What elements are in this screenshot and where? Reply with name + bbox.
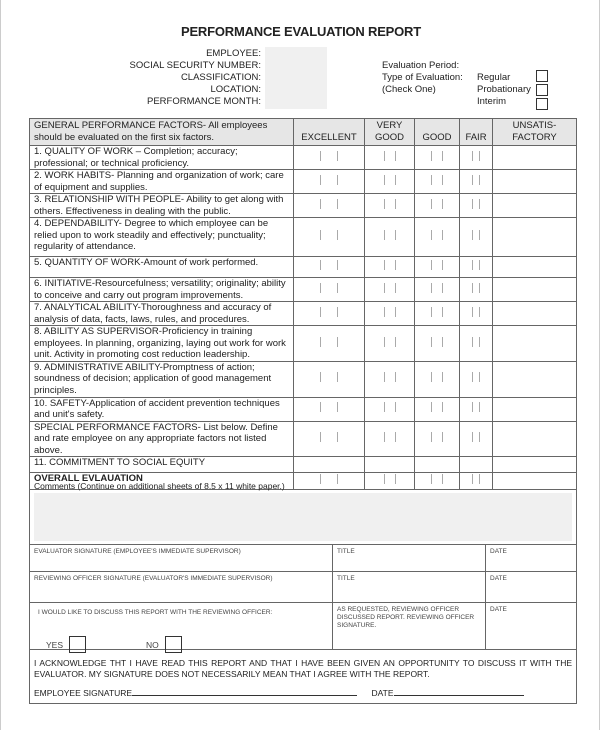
tick-mark [337,175,338,185]
tick-mark [395,402,396,412]
tick-mark [384,372,385,382]
table-row [30,421,577,457]
fair-cell[interactable] [460,146,493,170]
table-row [30,361,577,397]
tick-mark [384,307,385,317]
tick-mark [320,230,321,240]
tick-mark [320,151,321,161]
no-checkbox[interactable] [165,636,182,653]
tick-mark [431,372,432,382]
employee-date-line[interactable] [394,695,524,696]
very-good-cell[interactable] [365,397,415,421]
tick-mark [384,230,385,240]
fair-cell[interactable] [460,457,493,473]
good-cell[interactable] [415,278,460,302]
good-cell[interactable] [415,146,460,170]
very-good-cell[interactable] [365,146,415,170]
reviewing-date-field[interactable]: DATE [490,575,507,582]
tick-mark [472,260,473,270]
tick-mark [395,307,396,317]
regular-checkbox[interactable] [536,70,548,82]
tick-mark [442,199,443,209]
evaluator-signature-field[interactable]: EVALUATOR SIGNATURE (EMPLOYEE'S IMMEDIATE SUPERVISOR) [30,545,333,571]
excellent-cell[interactable] [294,146,365,170]
good-cell[interactable] [415,302,460,326]
fair-cell[interactable] [460,278,493,302]
tick-mark [320,199,321,209]
excellent-cell[interactable] [294,218,365,257]
unsatisfactory-cell[interactable] [493,421,577,457]
no-label: NO [146,639,159,650]
very-good-cell[interactable] [365,170,415,194]
fair-cell[interactable] [460,170,493,194]
good-cell[interactable] [415,218,460,257]
interim-checkbox[interactable] [536,98,548,110]
tick-mark [395,260,396,270]
acknowledgement-text: I ACKNOWLEDGE THT I HAVE READ THIS REPORT AND THAT I HAVE BEEN GIVEN AN OPPORTUNITY TO DISCUSS IT WITH THE EVALUATOR. MY SIGNATURE DOES NOT NECESSARILY MEAN THAT I AGREE WITH THE REPORT. [34,658,572,679]
probationary-checkbox[interactable] [536,84,548,96]
evaluator-date-field[interactable]: DATE [490,548,507,555]
unsatisfactory-cell[interactable] [493,302,577,326]
excellent-cell[interactable] [294,421,365,457]
evaluation-types [477,72,531,108]
fair-cell[interactable] [460,421,493,457]
tick-mark [395,230,396,240]
fair-cell[interactable] [460,302,493,326]
table-row [30,194,577,218]
very-good-cell[interactable] [365,218,415,257]
factor-label: 7. ANALYTICAL ABILITY-Thoroughness and accuracy of analysis of data, facts, laws, rules, and procedures. [30,302,294,326]
tick-mark [479,402,480,412]
excellent-cell[interactable] [294,457,365,473]
fair-cell[interactable] [460,257,493,278]
good-cell[interactable] [415,326,460,362]
excellent-cell[interactable] [294,278,365,302]
factor-header: GENERAL PERFORMANCE FACTORS- All employees should be evaluated on the first six factors. [30,119,294,146]
tick-mark [320,260,321,270]
regular-label: Regular [477,72,511,83]
very-good-cell[interactable] [365,421,415,457]
check-one-label: (Check One) [382,84,436,95]
comments-box [30,479,576,545]
tick-mark [442,175,443,185]
tick-mark [431,260,432,270]
factor-label: 8. ABILITY AS SUPERVISOR-Proficiency in training employees. In planning, organizing, laying out work for work unit. Activity in promoting cost reduction leadership. [30,326,294,362]
tick-mark [337,260,338,270]
tick-mark [395,337,396,347]
excellent-cell[interactable] [294,326,365,362]
tick-mark [479,283,480,293]
tick-mark [395,175,396,185]
yes-checkbox[interactable] [69,636,86,653]
tick-mark [337,337,338,347]
tick-mark [384,199,385,209]
factor-label: 3. RELATIONSHIP WITH PEOPLE- Ability to get along with others. Effectiveness in dealing with the public. [30,194,294,218]
comments-input[interactable] [34,493,572,541]
factor-label: OVERALL EVLAUATION [30,473,294,490]
yes-label: YES [46,639,64,650]
tick-mark [320,283,321,293]
very-good-header: VERY GOOD [365,119,415,146]
unsatisfactory-cell[interactable] [493,218,577,257]
fair-cell[interactable] [460,361,493,397]
performance-month-label: PERFORMANCE MONTH: [147,96,261,107]
tick-mark [384,432,385,442]
tick-mark [479,337,480,347]
very-good-cell[interactable] [365,278,415,302]
very-good-cell[interactable] [365,194,415,218]
tick-mark [472,432,473,442]
unsatisfactory-cell[interactable] [493,278,577,302]
tick-mark [431,230,432,240]
very-good-cell[interactable] [365,326,415,362]
reviewing-title-field[interactable]: TITLE [333,572,486,602]
tick-mark [337,283,338,293]
form-title: PERFORMANCE EVALUATION REPORT [180,24,421,39]
very-good-cell[interactable] [365,302,415,326]
table-row [30,457,577,473]
rating-table [29,118,577,490]
tick-mark [431,151,432,161]
fair-cell[interactable] [460,326,493,362]
good-cell[interactable] [415,194,460,218]
probationary-label: Probationary [477,84,531,95]
tick-mark [384,151,385,161]
tick-mark [479,175,480,185]
fair-header: FAIR [460,119,493,146]
table-row [30,257,577,278]
factor-label: 11. COMMITMENT TO SOCIAL EQUITY [30,457,294,473]
table-row [30,397,577,421]
tick-mark [395,283,396,293]
tick-mark [320,372,321,382]
employee-date-label: DATE [371,688,394,698]
tick-mark [337,230,338,240]
tick-mark [479,151,480,161]
tick-mark [472,337,473,347]
excellent-cell[interactable] [294,302,365,326]
table-row [30,170,577,194]
tick-mark [472,372,473,382]
discussion-date-field[interactable]: DATE [490,606,507,613]
tick-mark [472,199,473,209]
unsatisfactory-cell[interactable] [493,257,577,278]
employee-label: EMPLOYEE: [206,48,261,59]
location-label: LOCATION: [210,84,261,95]
factor-label: 9. ADMINISTRATIVE ABILITY-Promptness of action; soundness of decision; application of good management principles. [30,361,294,397]
excellent-cell[interactable] [294,257,365,278]
tick-mark [472,151,473,161]
tick-mark [442,230,443,240]
excellent-cell[interactable] [294,194,365,218]
tick-mark [320,175,321,185]
tick-mark [337,151,338,161]
excellent-header: EXCELLENT [294,119,365,146]
signature-section [29,479,577,704]
factor-label: 5. QUANTITY OF WORK-Amount of work performed. [30,257,294,278]
good-cell[interactable] [415,421,460,457]
tick-mark [442,337,443,347]
discuss-field [30,603,333,649]
tick-mark [395,199,396,209]
good-cell[interactable] [415,397,460,421]
factor-label: 10. SAFETY-Application of accident prevention techniques and unit's safety. [30,397,294,421]
tick-mark [442,372,443,382]
employee-signature-line[interactable] [132,695,357,696]
as-requested-field[interactable]: AS REQUESTED, REVIEWING OFFICER DISCUSSED REPORT. REVIEWING OFFICER SIGNATURE. [333,603,486,649]
tick-mark [472,283,473,293]
unsatisfactory-header: UNSATIS-FACTORY [493,119,577,146]
tick-mark [384,175,385,185]
good-cell[interactable] [415,170,460,194]
unsatisfactory-cell[interactable] [493,326,577,362]
comments-label: Comments (Continue on additional sheets of 8.5 x 11 white paper.) [34,481,285,491]
factor-label: SPECIAL PERFORMANCE FACTORS- List below. Define and rate employee on any appropriate factors not listed above. [30,421,294,457]
tick-mark [431,283,432,293]
factor-label: 6. INITIATIVE-Resourcefulness; versatility; originality; ability to conceive and carry out program improvements. [30,278,294,302]
tick-mark [384,337,385,347]
tick-mark [442,402,443,412]
reviewing-signature-field[interactable]: REVIEWING OFFICER SIGNATURE (EVALUATOR'S IMMEDIATE SUPERVISOR) [30,572,333,602]
good-cell[interactable] [415,257,460,278]
tick-mark [320,402,321,412]
tick-mark [431,432,432,442]
classification-label: CLASSIFICATION: [180,72,261,83]
factor-label: 1. QUALITY OF WORK – Completion; accuracy; professional; or technical proficiency. [30,146,294,170]
fair-cell[interactable] [460,397,493,421]
tick-mark [479,372,480,382]
evaluation-info [382,60,463,96]
tick-mark [337,307,338,317]
factor-label: 2. WORK HABITS- Planning and organization of work; care of equipment and supplies. [30,170,294,194]
tick-mark [395,432,396,442]
tick-mark [442,283,443,293]
tick-mark [442,432,443,442]
tick-mark [479,307,480,317]
tick-mark [442,260,443,270]
tick-mark [395,372,396,382]
table-row [30,278,577,302]
excellent-cell[interactable] [294,361,365,397]
table-row [30,302,577,326]
tick-mark [431,337,432,347]
table-row [30,146,577,170]
tick-mark [384,260,385,270]
very-good-cell[interactable] [365,361,415,397]
unsatisfactory-cell[interactable] [493,170,577,194]
tick-mark [337,432,338,442]
tick-mark [442,151,443,161]
tick-mark [384,402,385,412]
tick-mark [320,307,321,317]
tick-mark [337,402,338,412]
unsatisfactory-cell[interactable] [493,457,577,473]
tick-mark [442,307,443,317]
acknowledgement [30,650,576,703]
excellent-cell[interactable] [294,397,365,421]
unsatisfactory-cell[interactable] [493,146,577,170]
unsatisfactory-cell[interactable] [493,361,577,397]
employee-signature-label: EMPLOYEE SIGNATURE [34,688,133,698]
table-row [30,218,577,257]
header-input-area[interactable] [265,47,327,109]
table-row [30,326,577,362]
excellent-cell[interactable] [294,170,365,194]
interim-label: Interim [477,96,507,107]
tick-mark [472,307,473,317]
header-labels [101,48,261,108]
tick-mark [472,402,473,412]
tick-mark [384,283,385,293]
very-good-cell[interactable] [365,457,415,473]
fair-cell[interactable] [460,218,493,257]
unsatisfactory-cell[interactable] [493,397,577,421]
good-cell[interactable] [415,361,460,397]
evaluator-title-field[interactable]: TITLE [333,545,486,571]
tick-mark [431,307,432,317]
tick-mark [431,175,432,185]
tick-mark [431,402,432,412]
tick-mark [479,432,480,442]
factor-label: 4. DEPENDABILITY- Degree to which employee can be relied upon to work steadily and effectively; punctuality; regularity of attendance. [30,218,294,257]
tick-mark [431,199,432,209]
good-header: GOOD [415,119,460,146]
evaluation-type-label: Type of Evaluation: [382,72,463,83]
tick-mark [337,372,338,382]
tick-mark [479,260,480,270]
tick-mark [472,230,473,240]
fair-cell[interactable] [460,194,493,218]
tick-mark [479,230,480,240]
ssn-label: SOCIAL SECURITY NUMBER: [129,60,261,71]
unsatisfactory-cell[interactable] [493,194,577,218]
very-good-cell[interactable] [365,257,415,278]
evaluation-period-label: Evaluation Period: [382,60,460,71]
tick-mark [320,337,321,347]
tick-mark [337,199,338,209]
discuss-label: I WOULD LIKE TO DISCUSS THIS REPORT WITH THE REVIEWING OFFICER: [38,609,273,616]
tick-mark [395,151,396,161]
tick-mark [472,175,473,185]
good-cell[interactable] [415,457,460,473]
tick-mark [320,432,321,442]
tick-mark [479,199,480,209]
